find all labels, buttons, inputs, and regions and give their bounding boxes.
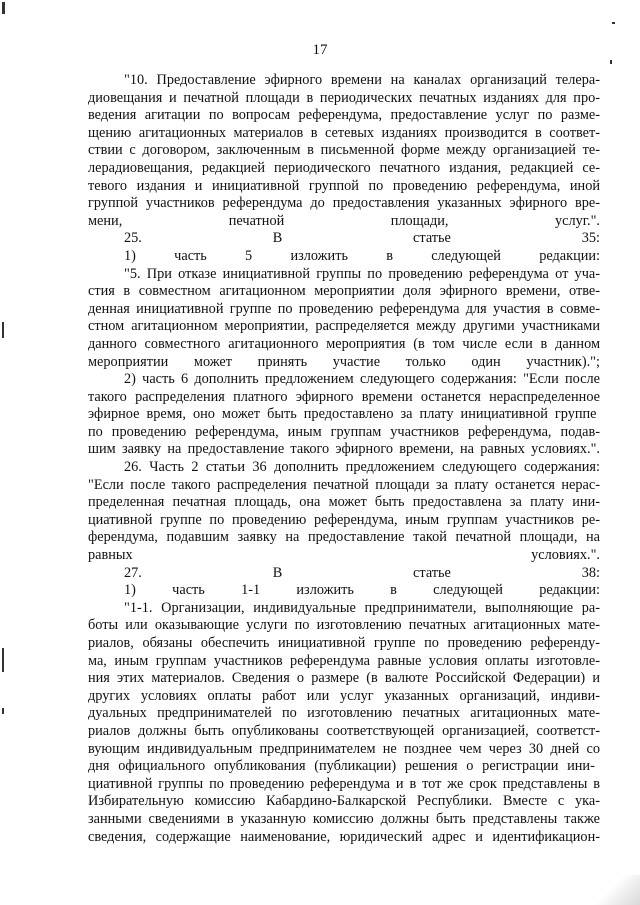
scan-artifact: [610, 60, 612, 64]
text-line: "1-1. Организации, индивидуальные предприниматели, выполняющие ра-: [124, 599, 600, 616]
text-line: пределенная печатная площадь, она может быть предоставлена за плату ини-: [88, 494, 600, 511]
text-line: 26. Часть 2 статьи 36 дополнить предложением следующего содержания:: [124, 459, 600, 476]
text-line: дня официального опубликования (публикации) решения о регистрации ини-: [88, 758, 595, 775]
text-line: группой участников референдума до предоставления указанных эфирного вре-: [88, 195, 600, 212]
text-line: циативной группе по проведению референдума, иным группам участников ре-: [88, 511, 600, 528]
text-line: шим заявку на предоставление такого эфирного времени, на равных условиях.".: [88, 441, 600, 458]
text-line: ведения агитации по вопросам референдума, предоставление услуг по разме-: [88, 107, 600, 124]
text-line: диовещания и печатной площади в периодических печатных изданиях для про-: [88, 89, 600, 106]
text-line: сведения, содержащие наименование, юридический адрес и идентификацион-: [88, 828, 600, 845]
text-line: занными сведениями в указанную комиссию должны быть представлены также: [88, 810, 600, 827]
margin-change-bar: [2, 708, 4, 714]
text-line: риалов, обязаны обеспечить инициативной группе по проведению референду-: [88, 635, 600, 651]
document-body: [88, 72, 600, 846]
text-line: "10. Предоставление эфирного времени на каналах организаций телера-: [124, 72, 600, 88]
text-line: данного совместного агитационного мероприятия (в том числе если в данном: [88, 335, 600, 352]
text-line: боты или оказывающие услуги по изготовлению печатных агитационных мате-: [88, 617, 600, 634]
text-line: циативной группы по проведению референдума и в тот же срок представлены в: [88, 775, 600, 792]
text-line: ния этих материалов. Сведения о размере (в валюте Российской Федерации) и: [88, 670, 600, 687]
page-corner-shadow: [592, 875, 640, 905]
text-line: "5. При отказе инициативной группы по проведению референдума от уча-: [124, 265, 600, 282]
text-line: риалов должны быть опубликованы соответствующей организацией, соответст-: [88, 722, 600, 739]
text-line: щению агитационных материалов в сетевых изданиях производится в соответ-: [88, 124, 600, 141]
text-line: стия в совместном агитационном мероприятии доля эфирного времени, отве-: [88, 283, 600, 300]
margin-change-bar: [2, 648, 4, 672]
text-line: денная инициативной группе по проведению референдума для участия в совме-: [88, 300, 600, 317]
text-line: ферендума, подавшим заявку на предоставление такой печатной площади, на: [88, 529, 600, 546]
text-line: вующим индивидуальным предпринимателем не позднее чем через 30 дней со: [88, 740, 600, 757]
text-line: ма, иным группам участников референдума равные условия оплаты изготовле-: [88, 652, 600, 669]
text-line: дуальных предпринимателей по изготовлению печатных агитационных мате-: [88, 705, 600, 722]
text-line: "Если после такого распределения печатной площади за плату останется нерас-: [88, 476, 600, 493]
text-line: мероприятии может принять участие только один участник).";: [88, 353, 600, 370]
text-line: 25. В статье 35:: [124, 230, 600, 247]
text-line: мени, печатной площади, услуг.".: [88, 212, 600, 229]
page-number: 17: [312, 42, 328, 58]
text-line: ствии с договором, заключенным в письменной форме между организацией те-: [88, 142, 600, 159]
text-line: по проведению референдума, иным группам участников референдума, подав-: [88, 423, 600, 440]
text-line: такого распределения платного эфирного времени останется нераспределенное: [88, 388, 600, 405]
text-line: других условиях оплаты работ или услуг указанных организаций, индиви-: [88, 687, 600, 704]
text-line: 2) часть 6 дополнить предложением следующего содержания: "Если после: [124, 371, 600, 388]
margin-change-bar: [2, 322, 4, 338]
text-line: 1) часть 5 изложить в следующей редакции:: [124, 247, 600, 264]
scan-artifact: [2, 2, 5, 14]
scan-artifact: [612, 22, 615, 24]
text-line: равных условиях.".: [88, 547, 600, 564]
text-line: стном агитационном мероприятии, распределяется между другими участниками: [88, 318, 600, 335]
text-line: тевого издания и инициативной группой по проведению референдума, иной: [88, 177, 600, 194]
text-line: Избирательную комиссию Кабардино-Балкарской Республики. Вместе с ука-: [88, 793, 600, 810]
text-line: эфирное время, оно может быть предоставлено за плату инициативной группе: [88, 406, 597, 423]
text-line: лерадиовещания, редакцией периодического печатного издания, редакцией се-: [88, 159, 600, 176]
text-line: 1) часть 1-1 изложить в следующей редакции:: [124, 582, 600, 599]
text-line: 27. В статье 38:: [124, 564, 600, 581]
